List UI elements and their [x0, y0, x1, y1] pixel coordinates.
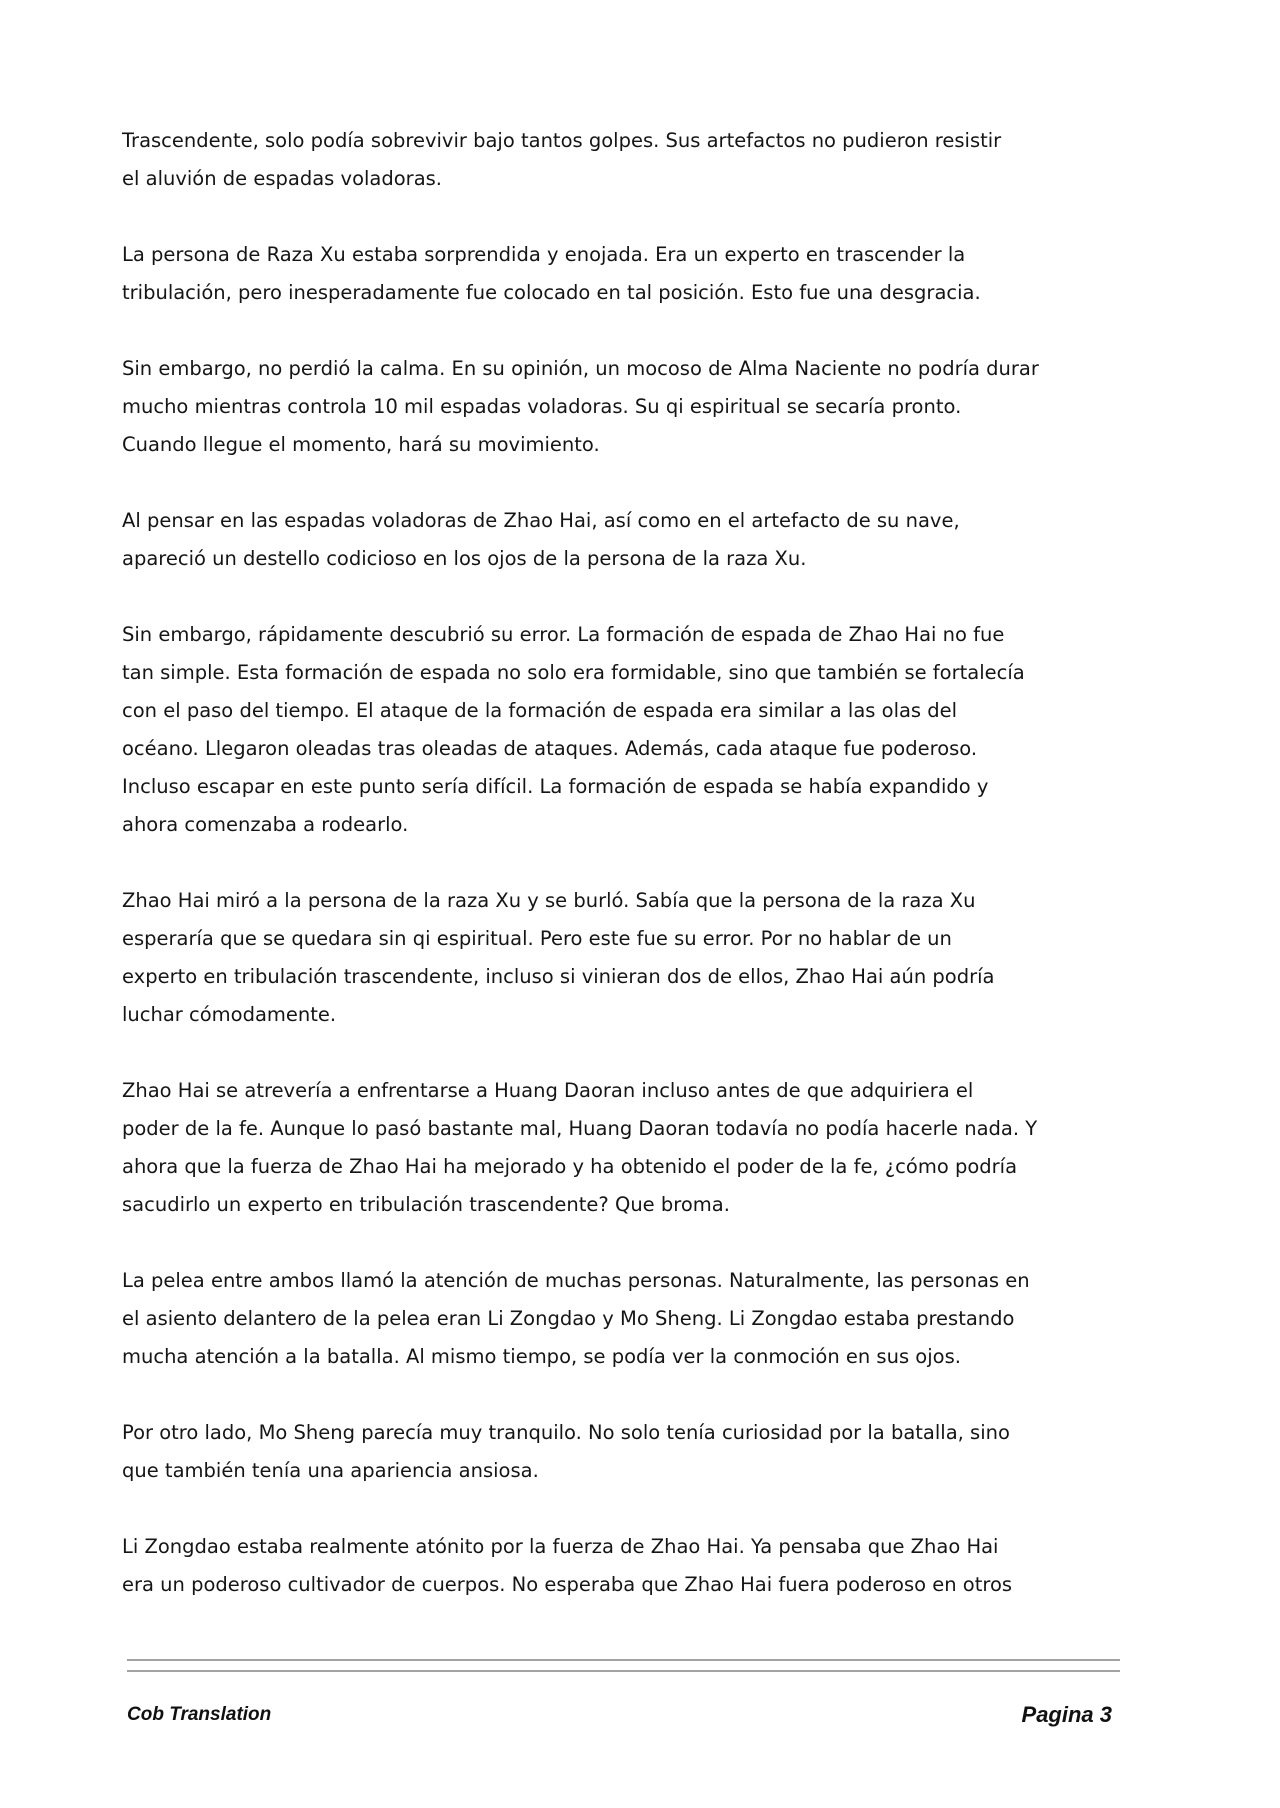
paragraph	[122, 122, 1162, 198]
text-line: mucho mientras controla 10 mil espadas voladoras. Su qi espiritual se secaría pronto.	[122, 395, 962, 418]
text-line: océano. Llegaron oleadas tras oleadas de ataques. Además, cada ataque fue poderoso.	[122, 737, 978, 760]
footer-rule-bottom	[127, 1670, 1120, 1672]
paragraph	[122, 882, 1162, 1034]
text-line: ahora que la fuerza de Zhao Hai ha mejorado y ha obtenido el poder de la fe, ¿cómo podría	[122, 1155, 1018, 1178]
document-body	[122, 122, 1162, 1642]
text-line: ahora comenzaba a rodearlo.	[122, 813, 409, 836]
text-line: poder de la fe. Aunque lo pasó bastante mal, Huang Daoran todavía no podía hacerle nada. Y	[122, 1117, 1038, 1140]
paragraph	[122, 502, 1162, 578]
text-line: el asiento delantero de la pelea eran Li Zongdao y Mo Sheng. Li Zongdao estaba prestando	[122, 1307, 1015, 1330]
text-line: Por otro lado, Mo Sheng parecía muy tranquilo. No solo tenía curiosidad por la batalla, sino	[122, 1421, 1010, 1444]
text-line: sacudirlo un experto en tribulación trascendente? Que broma.	[122, 1193, 730, 1216]
text-line: esperaría que se quedara sin qi espiritual. Pero este fue su error. Por no hablar de un	[122, 927, 952, 950]
text-line: experto en tribulación trascendente, incluso si vinieran dos de ellos, Zhao Hai aún podría	[122, 965, 995, 988]
paragraph	[122, 1528, 1162, 1604]
text-line: apareció un destello codicioso en los ojos de la persona de la raza Xu.	[122, 547, 807, 570]
text-line: Li Zongdao estaba realmente atónito por la fuerza de Zhao Hai. Ya pensaba que Zhao Hai	[122, 1535, 999, 1558]
paragraph	[122, 1262, 1162, 1376]
paragraph	[122, 1072, 1162, 1224]
footer-translator-credit: Cob Translation	[127, 1704, 272, 1725]
text-line: Zhao Hai miró a la persona de la raza Xu y se burló. Sabía que la persona de la raza Xu	[122, 889, 976, 912]
text-line: que también tenía una apariencia ansiosa.	[122, 1459, 539, 1482]
text-line: con el paso del tiempo. El ataque de la formación de espada era similar a las olas del	[122, 699, 958, 722]
text-line: Zhao Hai se atrevería a enfrentarse a Huang Daoran incluso antes de que adquiriera el	[122, 1079, 974, 1102]
footer-page-number: Pagina 3	[1021, 1702, 1112, 1727]
paragraph	[122, 1414, 1162, 1490]
text-line: Trascendente, solo podía sobrevivir bajo tantos golpes. Sus artefactos no pudieron resistir	[122, 129, 1002, 152]
text-line: Sin embargo, no perdió la calma. En su opinión, un mocoso de Alma Naciente no podría durar	[122, 357, 1039, 380]
text-line: Incluso escapar en este punto sería difícil. La formación de espada se había expandido y	[122, 775, 989, 798]
paragraph	[122, 616, 1162, 844]
text-line: La persona de Raza Xu estaba sorprendida y enojada. Era un experto en trascender la	[122, 243, 966, 266]
text-line: el aluvión de espadas voladoras.	[122, 167, 442, 190]
text-line: Cuando llegue el momento, hará su movimiento.	[122, 433, 600, 456]
footer-rule-top	[127, 1659, 1120, 1661]
text-line: Sin embargo, rápidamente descubrió su error. La formación de espada de Zhao Hai no fue	[122, 623, 1005, 646]
text-line: Al pensar en las espadas voladoras de Zhao Hai, así como en el artefacto de su nave,	[122, 509, 960, 532]
paragraph	[122, 350, 1162, 464]
paragraph	[122, 236, 1162, 312]
text-line: era un poderoso cultivador de cuerpos. No esperaba que Zhao Hai fuera poderoso en otros	[122, 1573, 1013, 1596]
text-line: mucha atención a la batalla. Al mismo tiempo, se podía ver la conmoción en sus ojos.	[122, 1345, 961, 1368]
text-line: La pelea entre ambos llamó la atención de muchas personas. Naturalmente, las personas en	[122, 1269, 1030, 1292]
text-line: luchar cómodamente.	[122, 1003, 337, 1026]
text-line: tribulación, pero inesperadamente fue colocado en tal posición. Esto fue una desgracia.	[122, 281, 981, 304]
text-line: tan simple. Esta formación de espada no solo era formidable, sino que también se fortalecía	[122, 661, 1025, 684]
